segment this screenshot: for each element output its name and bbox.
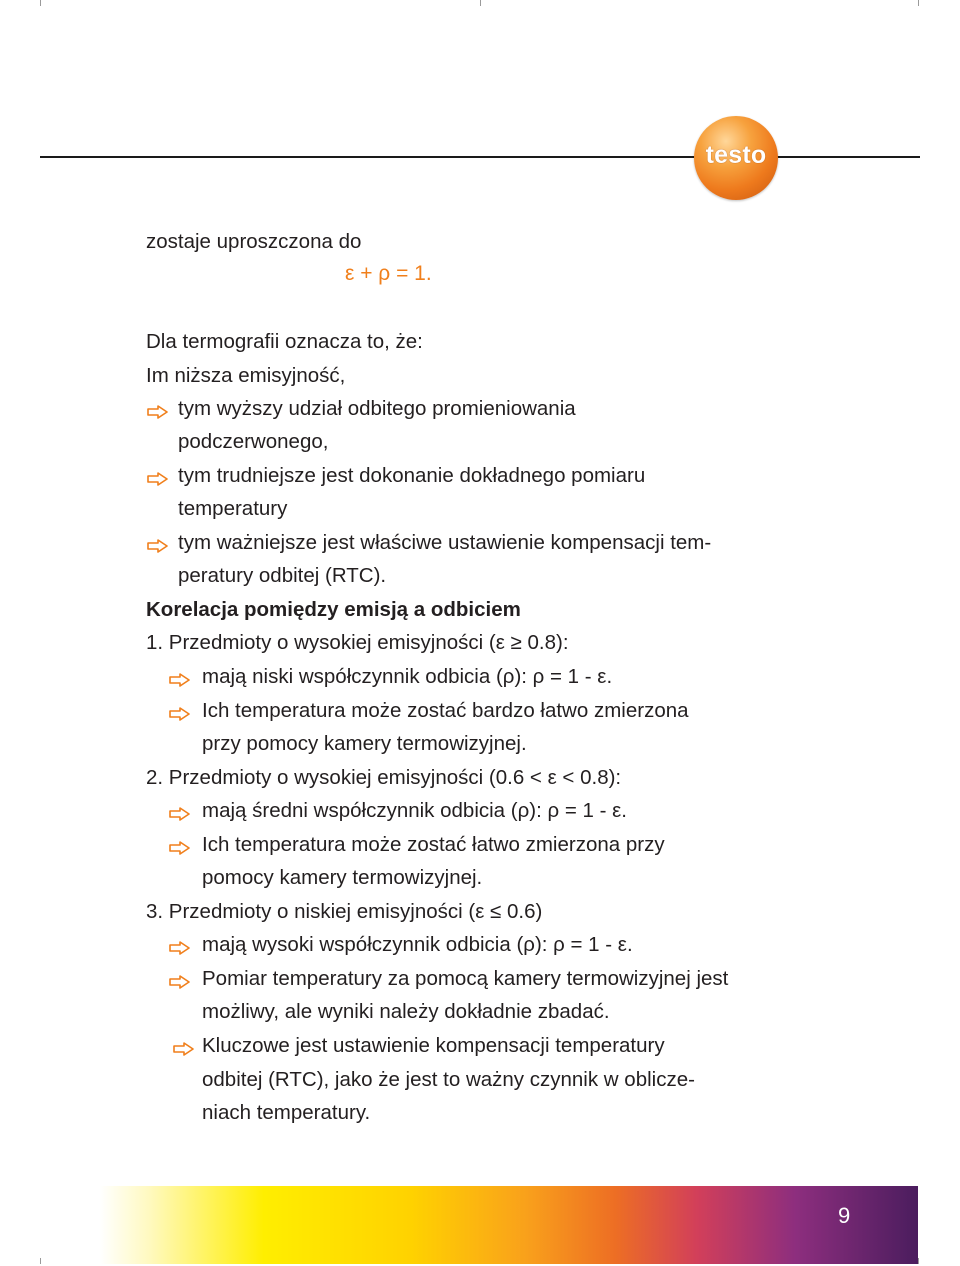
item-title: 2. Przedmioty o wysokiej emisyjności (0.6 < ε < 0.8): bbox=[146, 766, 622, 789]
list-item-cont: pomocy kamery termowizyjnej. bbox=[202, 866, 483, 889]
list-item: tym ważniejsze jest właściwe ustawienie kompensacji tem- bbox=[178, 531, 712, 554]
header-rule bbox=[40, 156, 696, 158]
list-item-cont: temperatury bbox=[178, 497, 288, 520]
paragraph-line: Im niższa emisyjność, bbox=[146, 364, 346, 387]
list-item-cont: peratury odbitej (RTC). bbox=[178, 564, 387, 587]
crop-mark bbox=[40, 1258, 41, 1264]
header-rule bbox=[776, 156, 920, 158]
arrow-bullet-icon bbox=[172, 1042, 196, 1056]
list-item-cont: niach temperatury. bbox=[202, 1101, 371, 1124]
item-title: 3. Przedmioty o niskiej emisyjności (ε ≤ 0.6) bbox=[146, 900, 543, 923]
section-heading: Korelacja pomiędzy emisją a odbiciem bbox=[146, 598, 521, 621]
list-item: mają średni współczynnik odbicia (ρ): ρ = 1 - ε. bbox=[202, 799, 627, 822]
list-item: Ich temperatura może zostać bardzo łatwo zmierzona bbox=[202, 699, 689, 722]
paragraph-line: Dla termografii oznacza to, że: bbox=[146, 330, 423, 353]
logo-text: testo bbox=[705, 141, 767, 169]
arrow-bullet-icon bbox=[168, 975, 192, 989]
list-item-cont: odbitej (RTC), jako że jest to ważny czynnik w oblicze- bbox=[202, 1068, 695, 1091]
list-item: mają niski współczynnik odbicia (ρ): ρ = 1 - ε. bbox=[202, 665, 613, 688]
crop-mark bbox=[480, 0, 481, 6]
arrow-bullet-icon bbox=[146, 405, 170, 419]
crop-mark bbox=[918, 0, 919, 6]
crop-mark bbox=[40, 0, 41, 6]
list-item-cont: możliwy, ale wyniki należy dokładnie zbadać. bbox=[202, 1000, 610, 1023]
list-item: tym wyższy udział odbitego promieniowania bbox=[178, 397, 576, 420]
arrow-bullet-icon bbox=[168, 841, 192, 855]
list-item-cont: przy pomocy kamery termowizyjnej. bbox=[202, 732, 527, 755]
list-item: Ich temperatura może zostać łatwo zmierzona przy bbox=[202, 833, 665, 856]
footer-gradient-bar bbox=[100, 1186, 918, 1264]
list-item-cont: podczerwonego, bbox=[178, 430, 329, 453]
arrow-bullet-icon bbox=[168, 941, 192, 955]
intro-text: zostaje uproszczona do bbox=[146, 230, 362, 253]
item-title: 1. Przedmioty o wysokiej emisyjności (ε ≥ 0.8): bbox=[146, 631, 569, 654]
arrow-bullet-icon bbox=[146, 472, 170, 486]
testo-logo bbox=[694, 116, 778, 200]
list-item: tym trudniejsze jest dokonanie dokładnego pomiaru bbox=[178, 464, 646, 487]
arrow-bullet-icon bbox=[168, 807, 192, 821]
list-item: mają wysoki współczynnik odbicia (ρ): ρ = 1 - ε. bbox=[202, 933, 633, 956]
arrow-bullet-icon bbox=[168, 707, 192, 721]
arrow-bullet-icon bbox=[146, 539, 170, 553]
list-item: Kluczowe jest ustawienie kompensacji temperatury bbox=[202, 1034, 665, 1057]
page-number: 9 bbox=[838, 1203, 851, 1228]
crop-mark bbox=[918, 1258, 919, 1264]
formula: ε + ρ = 1. bbox=[345, 262, 432, 285]
list-item: Pomiar temperatury za pomocą kamery termowizyjnej jest bbox=[202, 967, 729, 990]
arrow-bullet-icon bbox=[168, 673, 192, 687]
